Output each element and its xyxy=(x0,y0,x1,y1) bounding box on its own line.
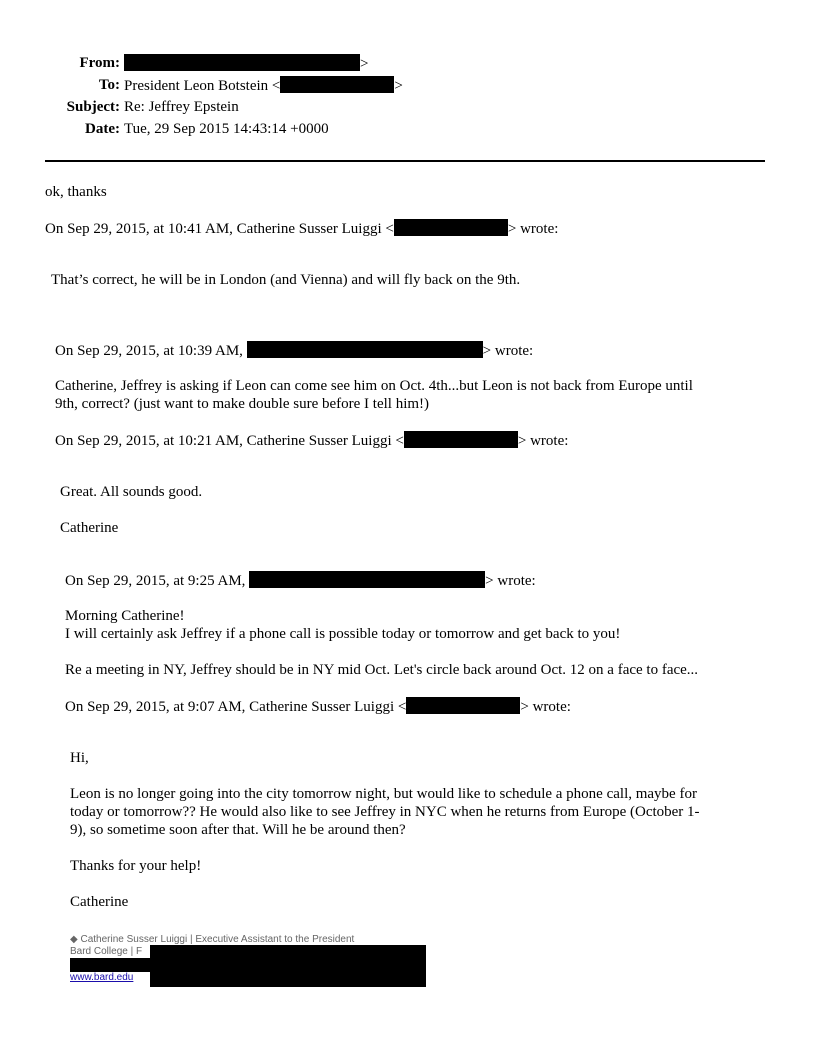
quote2-header xyxy=(55,341,533,360)
quote5-header-tail: > wrote: xyxy=(520,699,571,715)
quote1-header-text: On Sep 29, 2015, at 10:41 AM, Catherine Susser Luiggi < xyxy=(45,221,394,237)
to-tail: > xyxy=(394,78,403,94)
subject-value: Re: Jeffrey Epstein xyxy=(124,99,239,115)
redaction-block xyxy=(247,341,483,358)
quote5-line1: Leon is no longer going into the city tomorrow night, but would like to schedule a phone call, maybe for xyxy=(70,786,697,802)
redaction-block xyxy=(406,697,520,714)
redaction-block xyxy=(150,945,426,987)
quote5-header xyxy=(65,697,571,716)
redaction-block xyxy=(280,76,394,93)
to-value xyxy=(124,76,403,95)
quote3-header-text: On Sep 29, 2015, at 10:21 AM, Catherine Susser Luiggi < xyxy=(55,433,404,449)
from-tail: > xyxy=(360,56,369,72)
quote5-sign: Catherine xyxy=(70,894,129,910)
quote2-header-tail: > wrote: xyxy=(482,343,534,359)
subject-label: Subject: xyxy=(66,99,120,115)
quote2-header-text: On Sep 29, 2015, at 10:39 AM, xyxy=(55,343,243,359)
quote4-header xyxy=(65,571,536,590)
redaction-block xyxy=(70,958,150,972)
from-label: From: xyxy=(79,55,120,71)
signature-line2: Bard College | F xyxy=(70,946,143,957)
quote2-line2: 9th, correct? (just want to make double sure before I tell him!) xyxy=(55,396,430,412)
quote3-sign: Catherine xyxy=(60,520,119,536)
quote5-greeting: Hi, xyxy=(70,750,89,766)
quote3-text: Great. All sounds good. xyxy=(60,484,203,500)
date-value: Tue, 29 Sep 2015 14:43:14 +0000 xyxy=(124,121,329,137)
quote5-line3: 9), so sometime soon after that. Will he be around then? xyxy=(70,822,406,838)
quote5-header-text: On Sep 29, 2015, at 9:07 AM, Catherine Susser Luiggi < xyxy=(65,699,407,715)
quote4-line1: Morning Catherine! xyxy=(65,608,185,624)
from-value xyxy=(124,54,368,73)
quote1-header-tail: > wrote: xyxy=(507,221,559,237)
header-divider xyxy=(45,160,765,162)
quote4-line2: I will certainly ask Jeffrey if a phone call is possible today or tomorrow and get back to you! xyxy=(65,626,621,642)
quote1-text: That’s correct, he will be in London (and Vienna) and will fly back on the 9th. xyxy=(51,272,521,288)
quote4-header-text: On Sep 29, 2015, at 9:25 AM, xyxy=(65,573,246,589)
quote4-header-tail: > wrote: xyxy=(485,573,536,589)
reply-text: ok, thanks xyxy=(45,184,107,200)
signature-line1: ◆ Catherine Susser Luiggi | Executive Assistant to the President xyxy=(70,934,355,945)
to-label: To: xyxy=(98,77,120,93)
redaction-block xyxy=(404,431,518,448)
website-link[interactable]: www.bard.edu xyxy=(70,972,134,983)
quote3-header xyxy=(55,431,568,450)
quote4-line3: Re a meeting in NY, Jeffrey should be in NY mid Oct. Let's circle back around Oct. 12 on a face to face... xyxy=(65,662,699,678)
quote1-header xyxy=(45,219,558,238)
redaction-block xyxy=(249,571,485,588)
redaction-block xyxy=(394,219,508,236)
quote2-line1: Catherine, Jeffrey is asking if Leon can come see him on Oct. 4th...but Leon is not back from Europe until xyxy=(55,378,693,394)
redaction-block xyxy=(124,54,360,71)
quote5-thanks: Thanks for your help! xyxy=(70,858,202,874)
date-label: Date: xyxy=(85,121,120,137)
to-name: President Leon Botstein < xyxy=(124,78,281,94)
quote5-line2: today or tomorrow?? He would also like to see Jeffrey in NYC when he returns from Europe (October 1- xyxy=(70,804,700,820)
quote3-header-tail: > wrote: xyxy=(517,433,569,449)
